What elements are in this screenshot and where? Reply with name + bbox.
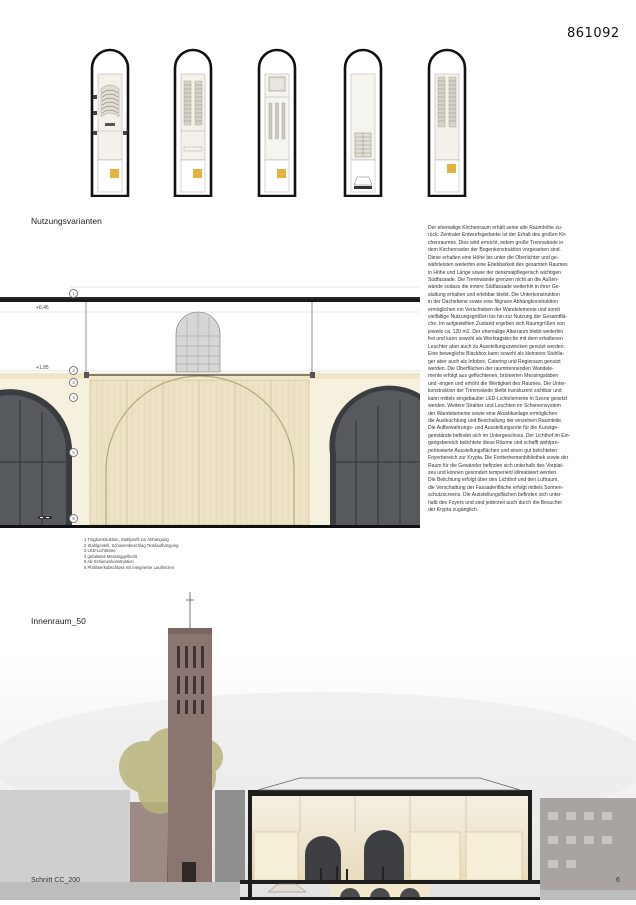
section-label: Schnitt CC_200: [31, 877, 81, 884]
section-title-variants: Nutzungsvarianten: [31, 216, 102, 226]
level-label-upper: +6,46: [36, 305, 49, 311]
text-line: in Höhe und Länge sowie der denkmalpflegerisch wichtigen: [428, 269, 561, 276]
text-line: konstruktion der Trennwände bleibt transluzent sichtbar und: [428, 388, 562, 395]
floor-plan-variant-2: [172, 47, 214, 197]
text-line: die Verschattung der Fassadenfläche erfolgt mittels Sonnen-: [428, 484, 564, 491]
text-line: mente erfolgt aus geflochtenen, brünierten Messingstäben: [428, 373, 559, 380]
text-line: schutzscreens. Die Ausstellungsflächen befinden sich unter-: [428, 492, 563, 499]
legend-item: 3 LED-Lichtleiste: [84, 548, 116, 554]
text-line: Raum für die Gewänder befinden sich unterhalb des Vorplat-: [428, 462, 564, 469]
text-line: in der Dachebene sowie eine filigrane Abhängkonstruktion: [428, 299, 558, 306]
description-text: [428, 225, 624, 514]
text-line: der Krypta zugänglich.: [428, 507, 479, 514]
text-line: staltung erhalten und erlebbar bleibt. Die Unterkonstruktion: [428, 291, 560, 298]
drawing-legend: [84, 537, 178, 571]
marker-3: 3: [69, 378, 78, 387]
text-line: dem Kirchenraster der Bogenkonstruktion vorgesehen sind.: [428, 247, 561, 254]
text-line: wände sodass die innere Südfassade weiterhin in ihrer Ge-: [428, 284, 561, 291]
text-line: gangsbereich belichtete diese Räume und schafft wohlpro-: [428, 440, 560, 447]
text-line: frei und kann sowohl als Werktagskirche mit dem erhaltenen: [428, 336, 563, 343]
legend-item: 1 Tragkonstruktion, Stahlprofil zur Abhängung: [84, 537, 169, 542]
section-title-interior: Innenraum_50: [31, 616, 86, 626]
text-line: ermöglichen ein Verschieben der Wandelemente und somit: [428, 306, 560, 313]
marker-6: 6: [69, 514, 78, 523]
text-line: werden. Weitere Strahler und Leuchten im Schienensystem: [428, 403, 561, 410]
site-section-drawing: [0, 592, 636, 900]
text-line: portionierte Ausstellungsflächen und einen gut belichteten: [428, 447, 558, 454]
floor-plan-variant-5: [426, 47, 468, 197]
text-line: Foyerbereich zur Krypta. Die Frotterhemenbibliothek sowie der: [428, 455, 569, 462]
text-line: halb des Foyers und sind jederzeit auch durch die Besucher: [428, 499, 563, 506]
text-line: der Wandelemente sowie eine Akustikanlage ermöglichen: [428, 410, 558, 417]
marker-5: 5: [69, 448, 78, 457]
legend-item: 4 gefaltetes Messinggeflecht: [84, 553, 138, 559]
text-line: chenraumes. Dies wird erreicht, indem große Trennwände in: [428, 239, 564, 246]
project-id: 861092: [567, 26, 620, 41]
marker-1: 1: [69, 289, 78, 298]
text-line: werden. Die Oberflächen der raumtrennenden Wandele-: [428, 366, 554, 373]
text-line: Leuchter aber auch zu Ausstellungszwecken genutzt werden.: [428, 343, 565, 350]
text-line: zes und können gesondert temperiert/ klimatisiert werden.: [428, 469, 558, 476]
text-line: die Ausleuchtung und Beschallung der einzelnen Raumteile.: [428, 417, 563, 424]
page-number: 6: [616, 877, 620, 884]
interior-section-drawing: [0, 284, 420, 534]
floor-plan-variant-3: [256, 47, 298, 197]
text-line: genstände befindet sich im Untergeschoss. Der Lichthof im Ein-: [428, 432, 571, 439]
legend-item: 2 Stahlgestell, Schienenbeschlag Textilaufhängung: [84, 542, 179, 548]
level-label-lower: +1,85: [36, 365, 49, 371]
text-line: währleisten weiterhin eine Erlebbarkeit des gesamten Raumes: [428, 262, 568, 269]
text-line: Die Belichtung erfolgt über den Lichthof und den Luftraum,: [428, 477, 559, 484]
text-line: rück. Zentraler Entwurfsgedanke ist der Erhalt des großen Kir-: [428, 232, 567, 239]
text-line: Eine bewegliche Blackbox kann sowohl als kleineres Stuhlla-: [428, 351, 565, 358]
text-line: Südfassade. Die Trennwände grenzen nicht an die Außen-: [428, 276, 559, 283]
marker-2: 2: [69, 366, 78, 375]
text-line: und -ringen und erhöht die Wertigkeit des Raumes. Die Unter-: [428, 380, 567, 387]
text-line: jeweils ca. 120 m2. Der ehemalige Altarraum bleibt weiterhin: [428, 328, 564, 335]
text-line: che. Im aufgestellten Zustand ergeben sich Raumgrößen von: [428, 321, 565, 328]
text-line: Die Aufbewahrungs- und Ausstellungsorte für die Kunstge-: [428, 425, 559, 432]
text-line: kann mittels eingebaulter LED-Lichtelemente in Szene gesetzt: [428, 395, 568, 402]
text-line: ger aber auch als Infobox, Catering und Regieraum genutzt: [428, 358, 561, 365]
text-line: vielfältige Nutzungsgrößen bis hin zur Nutzung der Gesamtflä-: [428, 314, 568, 321]
text-line: Diese erhalten eine Höhe bis unter die Oberlichter und ge-: [428, 254, 559, 261]
legend-item: 6 Pfahlwerkabschluss mit integrierter Lautheizen: [84, 564, 175, 570]
floor-plan-variant-4: [342, 47, 384, 197]
floor-plan-variant-1: [89, 47, 131, 197]
legend-item: 5 Ab-Schienenkonstruktion: [84, 559, 134, 565]
marker-4: 4: [69, 393, 78, 402]
text-line: Der ehemalige Kirchenraum erhält seine alte Raumhöhe zu-: [428, 225, 563, 231]
